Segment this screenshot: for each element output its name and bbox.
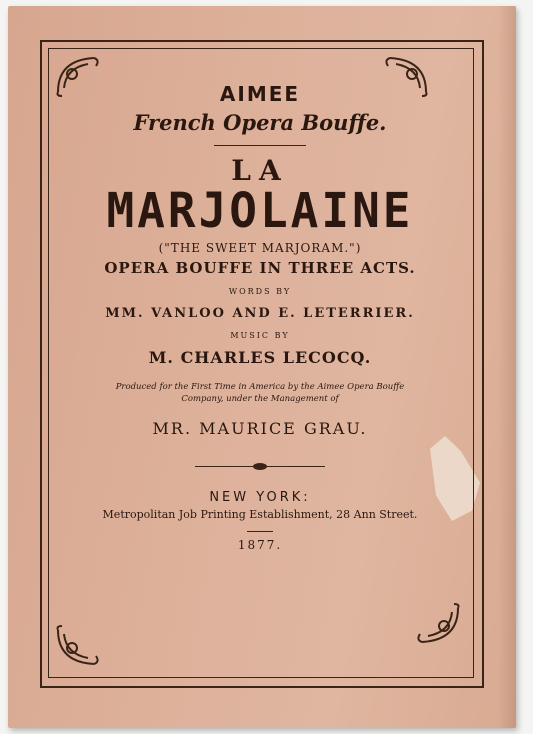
company-name: AIMEE <box>219 82 301 106</box>
title-page-text <box>50 80 470 552</box>
english-subtitle: ("THE SWEET MARJORAM.") <box>158 241 362 255</box>
publication-year: 1877. <box>237 538 283 552</box>
corner-ornament-bottom-left-icon <box>54 624 104 670</box>
composer: M. CHARLES LECOCQ. <box>148 348 372 367</box>
top-rule <box>214 145 306 146</box>
short-rule <box>247 531 273 532</box>
printer: Metropolitan Job Printing Establishment, 28 Ann Street. <box>102 508 418 521</box>
opera-title: MARJOLAINE <box>106 181 414 239</box>
title-article: LA <box>231 154 289 187</box>
librettists: MM. VANLOO AND E. LETERRIER. <box>105 306 415 321</box>
production-note: Produced for the First Time in America by the Aimee Opera Bouffe Company, under the Management of <box>115 382 405 404</box>
ornamental-divider <box>195 462 325 472</box>
music-label: MUSIC BY <box>230 331 290 340</box>
genre-line: OPERA BOUFFE IN THREE ACTS. <box>104 259 416 277</box>
publication-city: NEW YORK: <box>209 490 311 505</box>
corner-ornament-bottom-right-icon <box>412 602 462 648</box>
manager: MR. MAURICE GRAU. <box>152 419 368 438</box>
words-label: WORDS BY <box>228 287 292 296</box>
troupe-name: French Opera Bouffe. <box>133 110 387 135</box>
